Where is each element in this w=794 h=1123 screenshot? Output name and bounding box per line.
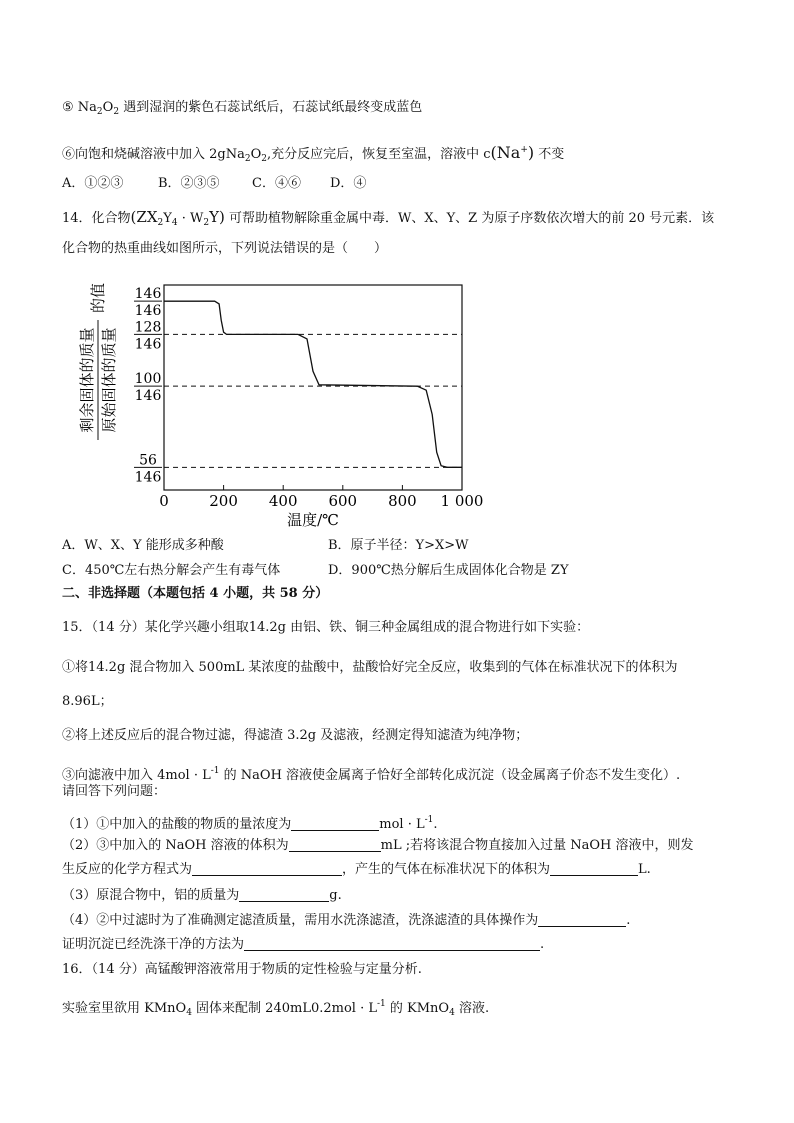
q15-step-1-cont: 8.96L； [62, 694, 113, 709]
thermogravimetric-chart [62, 270, 492, 532]
y-axis-label [78, 283, 118, 440]
q13-item-6: ⑥向饱和烧碱溶液中加入 $2gNa_2O_2$,充分反应完后，恢复至室温，溶液中 c(Na+) 不变 [62, 143, 565, 164]
answer-blank[interactable] [289, 837, 381, 852]
q15-step-2: ②将上述反应后的混合物过滤，得滤渣 3.2g 及滤液，经测定得知滤渣为纯净物； [62, 728, 529, 743]
series-line [164, 301, 462, 467]
answer-blank[interactable] [192, 861, 342, 876]
y-tick-label-denominator: 146 [134, 388, 162, 405]
q15-step-3: ③向滤液中加入 $4mol \cdot L^{-1}$ 的 NaOH 溶液使金属离子恰好全部转化成沉淀（设金属离子价态不发生变化）. [62, 766, 681, 783]
answer-blank[interactable] [550, 861, 638, 876]
y-axis-label-suffix: 的值 [89, 282, 107, 314]
q15-prompt: 请回答下列问题： [62, 784, 167, 799]
q15-stem: 15．（14 分）某化学兴趣小组取14.2g 由铝、铁、铜三种金属组成的混合物进行如下实验： [62, 620, 590, 635]
q16-stem: 16．（14 分）高锰酸钾溶液常用于物质的定性检验与定量分析. [62, 962, 422, 977]
q13-option-c: C．④⑥ [252, 176, 301, 191]
q15-sub-4-cont: 证明沉淀已经洗涤干净的方法为 . [62, 937, 545, 952]
answer-blank[interactable] [291, 816, 379, 831]
q13-option-b: B．②③⑤ [158, 176, 220, 191]
y-axis-label-numerator: 剩余固体的质量 [78, 327, 96, 433]
x-tick-label: 400 [268, 492, 298, 510]
x-tick-label: 800 [388, 492, 417, 510]
q14-option-b: B．原子半径：Y>X>W [328, 538, 469, 553]
y-tick-label-denominator: 146 [134, 336, 162, 353]
y-tick-label-denominator: 146 [134, 469, 162, 486]
q14-stem-line-2: 化合物的热重曲线如图所示，下列说法错误的是（ ） [62, 241, 388, 256]
q15-sub-1: （1）①中加入的盐酸的物质的量浓度为 mol · $L^{-1}$. [62, 815, 438, 832]
y-tick-label-numerator: 56 [139, 452, 157, 469]
q14-option-a: A．W、X、Y 能形成多种酸 [62, 538, 224, 553]
q14-option-c: C．450℃左右热分解会产生有毒气体 [62, 563, 281, 578]
answer-blank[interactable] [538, 912, 626, 927]
q15-sub-2: （2）③中加入的 NaOH 溶液的体积为 mL ;若将该混合物直接加入过量 NaOH 溶液中，则发 [62, 838, 694, 853]
answer-blank[interactable] [244, 936, 540, 951]
q13-option-d: D．④ [330, 176, 367, 191]
q14-option-d: D．900℃热分解后生成固体化合物是 ZY [328, 563, 569, 578]
q15-step-1: ①将14.2g 混合物加入 500mL 某浓度的盐酸中，盐酸恰好完全反应，收集到的气体在标准状况下的体积为 [62, 660, 678, 675]
x-tick-label: 1 000 [440, 492, 484, 510]
plot-frame [164, 285, 462, 490]
q15-sub-3: （3）原混合物中，铝的质量为 g. [62, 888, 342, 903]
x-axis-label: 温度/℃ [287, 511, 339, 529]
y-tick-label-numerator: 100 [134, 371, 162, 388]
q16-line-2: 实验室里欲用 KMnO$_4$ 固体来配制 $240mL0.2mol \cdot L^{-1}$ 的 KMnO$_4$ 溶液. [62, 999, 490, 1018]
y-tick-label-numerator: 146 [134, 286, 162, 303]
q15-sub-4: （4）②中过滤时为了准确测定滤渣质量，需用水洗涤滤渣，洗涤滤渣的具体操作为 . [62, 913, 631, 928]
x-tick-label: 600 [328, 492, 358, 510]
section-heading: 二、非选择题（本题包括 4 小题，共 58 分） [62, 586, 329, 601]
x-tick-label: 0 [159, 492, 169, 510]
q13-item-5: ⑤ $Na_2O_2$ 遇到湿润的紫色石蕊试纸后，石蕊试纸最终变成蓝色 [62, 100, 423, 117]
y-axis-label-denominator: 原始固体的质量 [100, 327, 118, 433]
q13-option-a: A．①②③ [62, 176, 124, 191]
q15-sub-2-cont: 生反应的化学方程式为 ，产生的气体在标准状况下的体积为 L. [62, 862, 651, 877]
q14-stem: 14．化合物$(ZX_2Y_4 \cdot W_2Y)$ 可帮助植物解除重金属中毒．W、X、Y、Z 为原子序数依次增大的前 20 号元素．该 [62, 208, 715, 228]
y-tick-label-denominator: 146 [134, 303, 162, 320]
answer-blank[interactable] [239, 887, 329, 902]
y-tick-label-numerator: 128 [134, 319, 162, 336]
x-tick-label: 200 [209, 492, 238, 510]
